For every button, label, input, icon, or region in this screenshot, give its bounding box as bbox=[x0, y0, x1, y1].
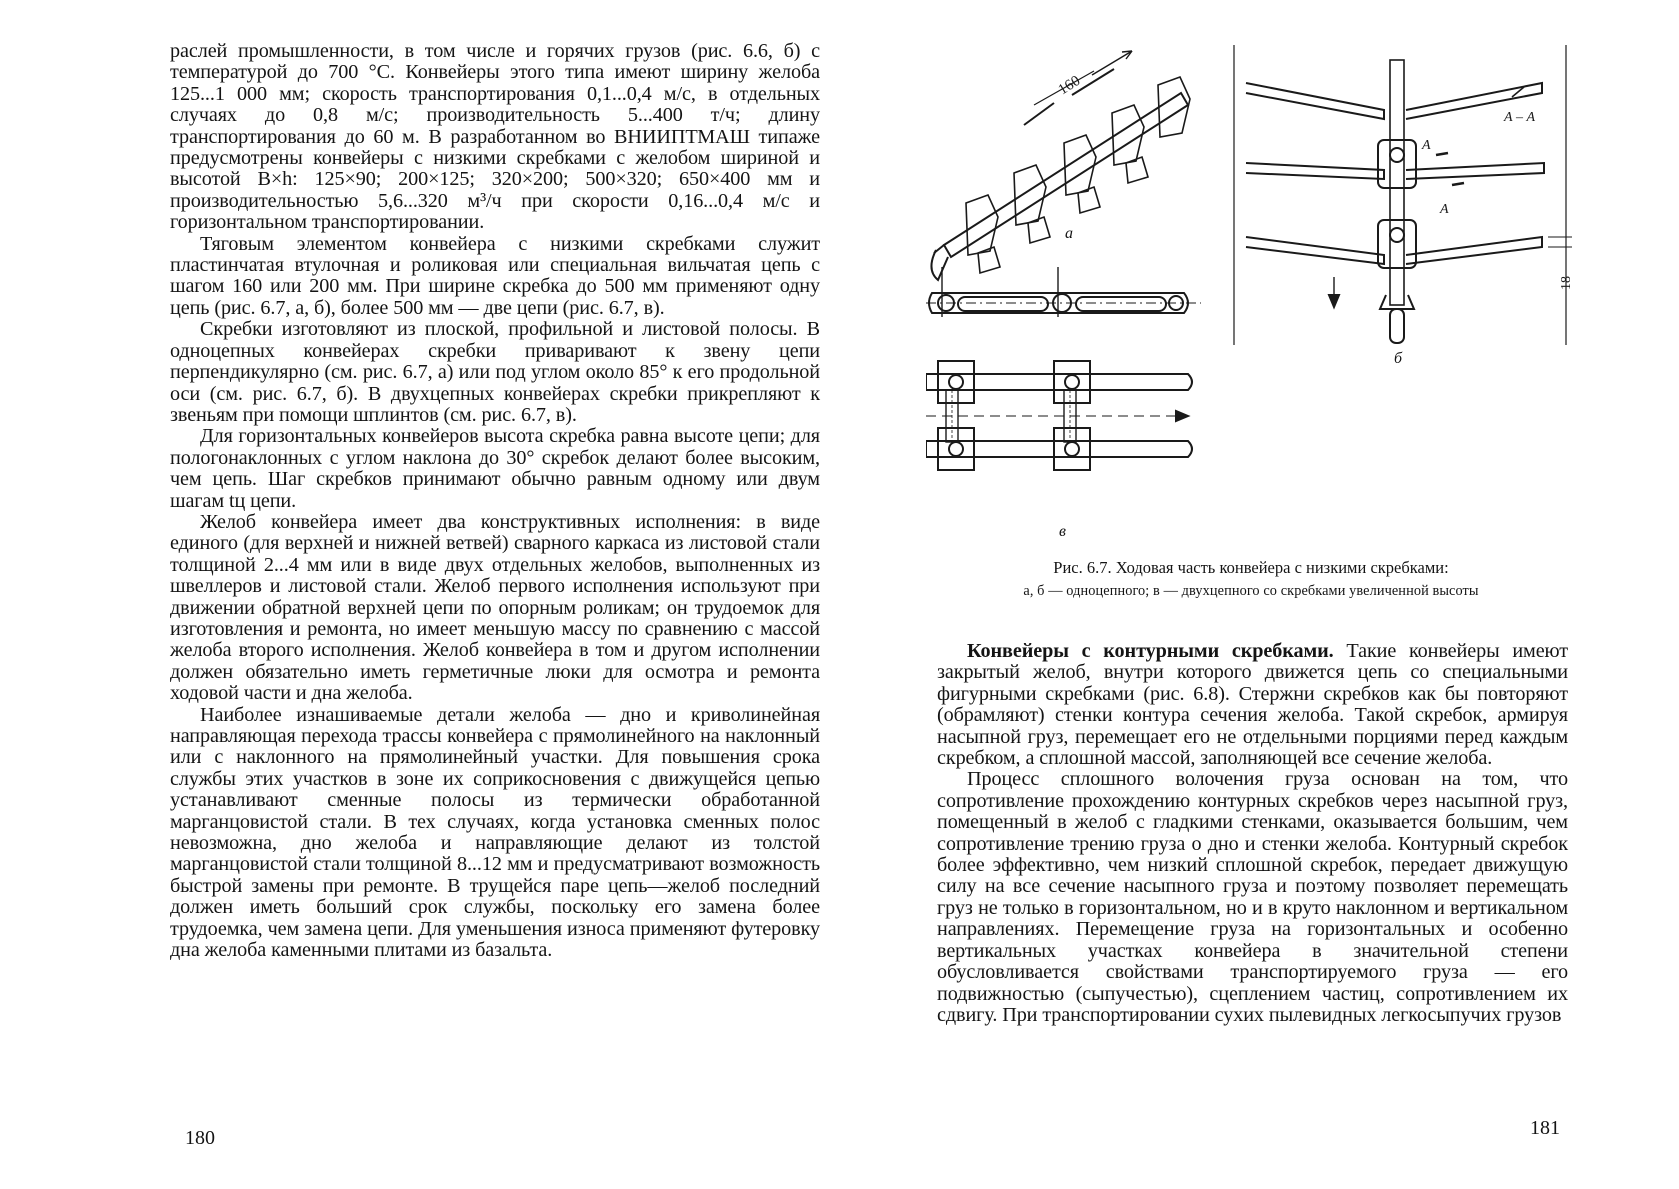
section-label-aa: А – А bbox=[1504, 110, 1536, 125]
right-text-column bbox=[937, 641, 1568, 1026]
dimension-160: 160 bbox=[1055, 72, 1084, 99]
left-paragraph-3: Скребки изготовляют из плоской, профильной и листовой полосы. В одноцепных конвейерах скребки приваривают к звену цепи перпендикулярно (см. рис. 6.7, а) или под углом около 85° к его продольной оси (см. рис. 6.7, б). В двухцепных конвейерах скребки прикрепляют к звеньям при помощи шплинтов (см. рис. 6.7, в). bbox=[170, 318, 820, 426]
figure-label-b: б bbox=[1394, 350, 1403, 367]
left-paragraph-1: раслей промышленности, в том числе и горячих грузов (рис. 6.6, б) с температурой до 700 °С. Конвейеры этого типа имеют ширину желоба 125...1 000 мм; скорость транспортирования 0,1...0,4 м/с, в отдельных случаях до 0,8 м/с; производительность 5...400 т/ч; длину транспортирования до 60 м. В разработанном во ВНИИПТМАШ типаже предусмотрены конвейеры с низкими скребками с желобом шириной и высотой B×h: 125×90; 200×125; 320×200; 500×320; 650×400 мм и производительностью 5,6...320 м³/ч при скорости 0,16...0,4 м/с и горизонтальном транспортировании. bbox=[170, 40, 820, 234]
section-label-a-bottom: А bbox=[1440, 202, 1449, 217]
dimension-18: 18 bbox=[1559, 276, 1574, 290]
right-paragraph-1-text: Такие конвейеры имеют закрытый желоб, внутри которого движется цепь со специальными фигурными скребками (рис. 6.8). Стержни скребков как бы повторяют (обрамляют) стенки контура сечения желоба. Такой скребок, армируя насыпной груз, перемещает его не отдельными порциями перед каждым скребком, а сплошной массой, заполняющей все сечение желоба. bbox=[937, 640, 1568, 770]
right-page bbox=[840, 0, 1679, 1189]
right-page-number: 181 bbox=[1530, 1117, 1560, 1139]
figure-6-7 bbox=[926, 45, 1576, 615]
section-heading: Конвейеры с контурными скребками. bbox=[967, 640, 1334, 662]
drawing-v-double-chain bbox=[926, 361, 1192, 470]
right-paragraph-2: Процесс сплошного волочения груза основан на том, что сопротивление прохождению контурных скребков через насыпной груз, помещенный в желоб с гладкими стенками, оказывается большим, чем сопротивление трению груза о дно и стенки желоба. Контурный скребок более эффективно, чем низкий сплошной скребок, передает движущую силу на все сечение насыпного груза и поэтому позволяет перемещать груз не только в горизонтальном, но и в круто наклонном и вертикальном направлениях. Перемещение груза на горизонтальных и особенно вертикальных участках конвейера в значительной степени обусловливается свойствами транспортируемого груза — его подвижностью (сыпучестью), сцеплением частиц, сопротивлением их сдвигу. При транспортировании сухих пылевидных легкосыпучих грузов bbox=[937, 768, 1568, 1026]
left-paragraph-2: Тяговым элементом конвейера с низкими скребками служит пластинчатая втулочная и роликовая или специальная вильчатая цепь с шагом 160 или 200 мм. При ширине скребка до 500 мм применяют одну цепь (рис. 6.7, а, б), более 500 мм — две цепи (рис. 6.7, в). bbox=[170, 232, 820, 319]
left-paragraph-5: Желоб конвейера имеет два конструктивных исполнения: в виде единого (для верхней и нижней ветвей) сварного каркаса из листовой стали толщиной 2...4 мм или в виде двух отдельных желобов, выполненных из швеллеров и листовой стали. Желоб первого исполнения используют при движении обратной верхней цепи по опорным роликам; он трудоемок для изготовления и ремонта, но имеет меньшую массу по сравнению с массой желоба второго исполнения. Желоб конвейера в том и другом исполнении должен обязательно иметь герметичные люки для осмотра и ремонта ходовой части и дна желоба. bbox=[170, 510, 820, 705]
figure-drawing bbox=[926, 45, 1576, 550]
drawing-b-scraper-chain bbox=[1234, 45, 1572, 345]
figure-caption-title: Рис. 6.7. Ходовая часть конвейера с низкими скребками: bbox=[1053, 558, 1449, 577]
left-paragraph-6: Наиболее изнашиваемые детали желоба — дно и криволинейная направляющая перехода трассы конвейера с прямолинейного на наклонный или с наклонного на прямолинейный участки. Для повышения срока службы этих участков в зоне их соприкосновения с движущейся цепью устанавливают сменные полосы из термически обработанной марганцовистой стали. В тех случаях, когда установка сменных полос невозможна, дно желоба и направляющие делают из толстой марганцовистой стали толщиной 8...12 мм и предусматривают возможность быстрой замены при ремонте. В трущейся паре цепь—желоб последний должен иметь больший срок службы, поскольку его замена более трудоемка, чем замена цепи. Для уменьшения износа применяют футеровку дна желоба каменными плитами из базальта. bbox=[170, 703, 820, 962]
left-text-column bbox=[170, 41, 820, 961]
section-label-a-top: А bbox=[1422, 138, 1431, 153]
drawing-chain-plan bbox=[926, 267, 1201, 317]
figure-label-v: в bbox=[1059, 523, 1066, 540]
figure-caption-legend: а, б — одноцепного; в — двухцепного со скребками увеличенной высоты bbox=[1023, 583, 1479, 599]
figure-label-a: а bbox=[1065, 225, 1073, 242]
right-paragraph-1 bbox=[937, 641, 1568, 769]
left-paragraph-4: Для горизонтальных конвейеров высота скребка равна высоте цепи; для пологонаклонных с углом наклона до 30° скребок делают более высоким, чем цепь. Шаг скребков принимают обычно равным одному или двум шагам tц цепи. bbox=[170, 425, 820, 512]
left-page-number: 180 bbox=[185, 1127, 215, 1149]
